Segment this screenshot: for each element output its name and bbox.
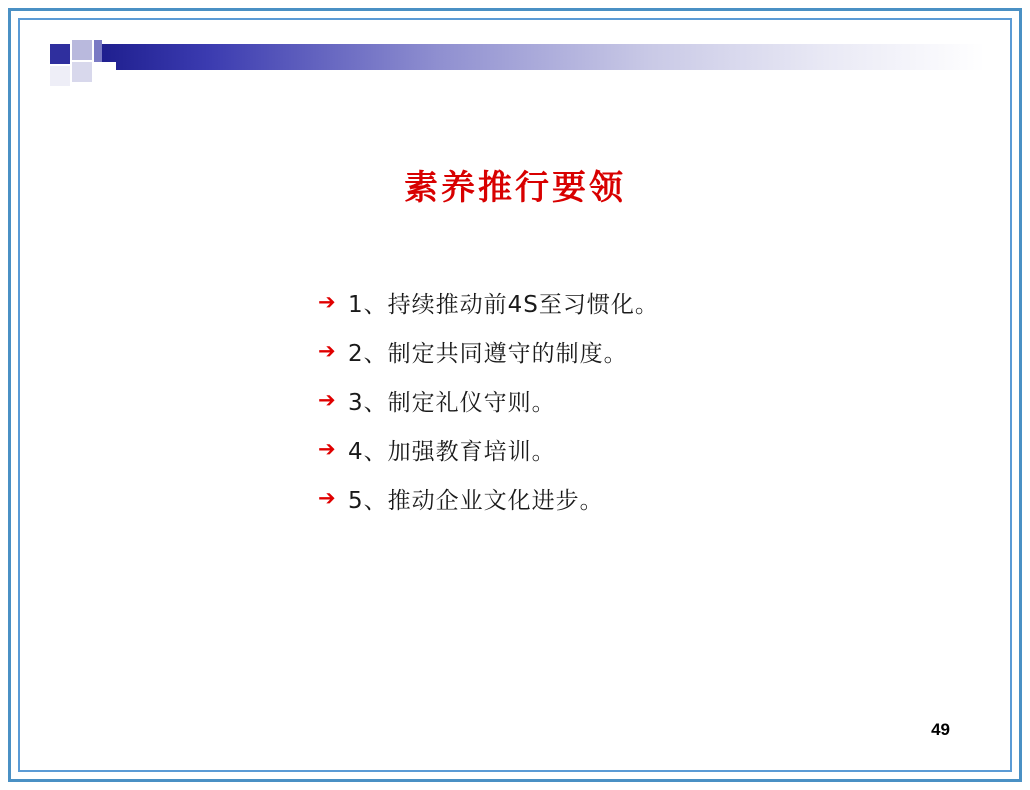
header-square-icon xyxy=(72,40,92,60)
arrow-right-icon: ➔ xyxy=(318,437,336,461)
header-square-icon xyxy=(50,44,70,64)
arrow-right-icon: ➔ xyxy=(318,486,336,510)
header-gradient-bar xyxy=(102,44,985,70)
bullet-list xyxy=(318,278,918,523)
list-item-label: 5、推动企业文化进步。 xyxy=(348,488,604,514)
list-item-label: 1、持续推动前4S至习惯化。 xyxy=(348,292,659,318)
header-square-icon xyxy=(94,40,102,62)
list-item-label: 3、制定礼仪守则。 xyxy=(348,390,556,416)
list-item xyxy=(318,278,918,327)
list-item xyxy=(318,425,918,474)
arrow-right-icon: ➔ xyxy=(318,290,336,314)
list-item xyxy=(318,327,918,376)
header-square-icon xyxy=(72,62,92,82)
list-item xyxy=(318,376,918,425)
arrow-right-icon: ➔ xyxy=(318,388,336,412)
list-item-label: 2、制定共同遵守的制度。 xyxy=(348,341,628,367)
header-decoration xyxy=(40,38,985,98)
arrow-right-icon: ➔ xyxy=(318,339,336,363)
list-item-label: 4、加强教育培训。 xyxy=(348,439,556,465)
header-square-icon xyxy=(94,62,116,84)
page-number: 49 xyxy=(931,720,950,739)
list-item xyxy=(318,474,918,523)
header-square-icon xyxy=(50,66,70,86)
page-title: 素养推行要领 xyxy=(404,168,626,208)
